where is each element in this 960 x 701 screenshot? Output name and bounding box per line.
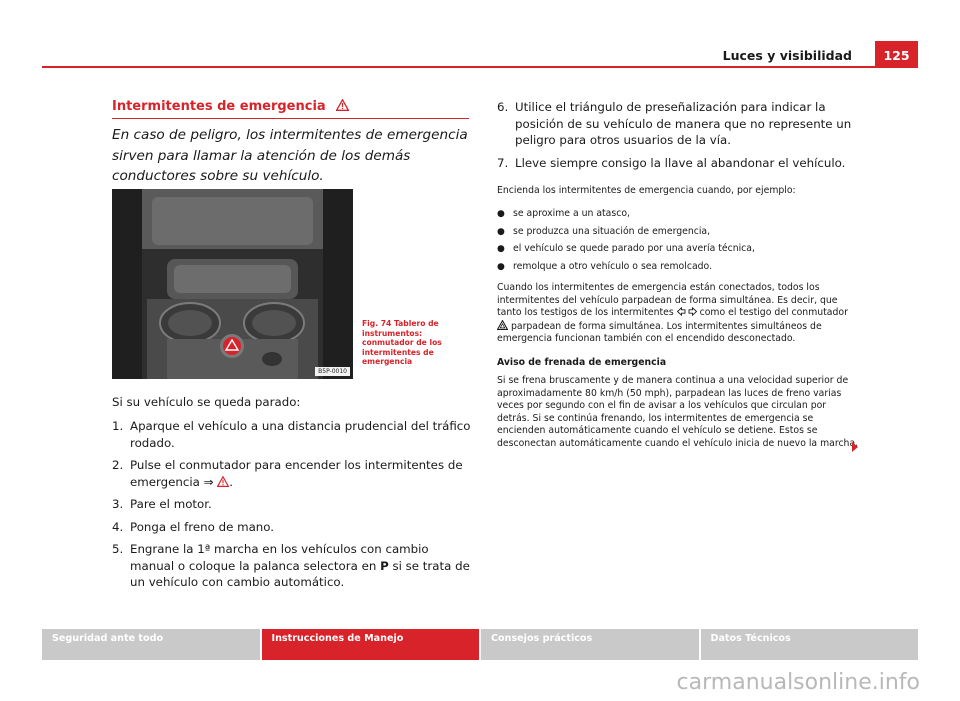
step-text: Lleve siempre consigo la llave al abandonar el vehículo. (515, 155, 846, 170)
section-title-text: Intermitentes de emergencia (112, 99, 326, 114)
connected-text-after: parpadean de forma simultánea. Los intermitentes simultáneos de emergencia funcionan también con el encendido desconectado. (497, 320, 822, 345)
step-item (112, 519, 474, 536)
center-console-illustration (112, 189, 353, 379)
bullet-dot-icon: ● (497, 209, 505, 219)
running-header-title: Luces y visibilidad (722, 48, 852, 63)
turn-signal-arrows-icon (677, 307, 697, 318)
section-intro: En caso de peligro, los intermitentes de emergencia sirven para llamar la atención de los demás conductores sobre su vehículo. (112, 127, 468, 184)
step-text-content: Pulse el conmutador para encender los intermitentes de emergencia ⇒ (130, 458, 463, 489)
steps-list-left (112, 418, 474, 597)
figure-code: B5P-0010 (315, 367, 350, 376)
emergency-brake-paragraph: Si se frena bruscamente y de manera continua a una velocidad superior de aproximadamente 80 km/h (50 mph), parpadean las luces de freno varias veces por segundo con el fin de avisar a los vehículos que circulan por detrás. Si se continúa frenando, los intermitentes de emergencia se encienden automáticamente cuando el vehículo se detiene. Estos se desconectan automáticamente cuando el vehículo inicia de nuevo la marcha. (497, 375, 859, 449)
watermark: carmanualsonline.info (676, 670, 920, 695)
figure-caption: Fig. 74 Tablero de instrumentos: conmutador de los intermitentes de emergencia (362, 319, 442, 367)
bullet-text: se aproxime a un atasco, (513, 208, 630, 219)
bullet-dot-icon: ● (497, 261, 505, 272)
step-text: Utilice el triángulo de preseñalización para indicar la posición de su vehículo de manera que no represente un peligro para otros usuarios de la vía. (515, 100, 852, 147)
bullet-dot-icon: ● (497, 244, 505, 255)
steps-list-right (497, 99, 857, 177)
step-number: 2. (112, 458, 124, 472)
bullet-item (497, 243, 857, 256)
emergency-brake-heading: Aviso de frenada de emergencia (497, 357, 667, 368)
step-item (112, 418, 474, 451)
section-title (112, 99, 349, 115)
step-text: Ponga el freno de mano. (130, 519, 275, 534)
connected-paragraph (497, 282, 859, 346)
hazard-triangle-icon (497, 321, 508, 332)
tab-datos[interactable]: Datos Técnicos (701, 629, 919, 660)
header-rule (42, 66, 918, 68)
step-number: 7. (497, 155, 509, 170)
step-text (130, 541, 474, 591)
step-item (497, 99, 857, 149)
connected-text-before: Cuando los intermitentes de emergencia están conectados, todos los intermitentes del vehículo parpadean de forma simultánea. Es decir, que tanto los testigos de los intermitentes (497, 282, 838, 319)
tab-seguridad[interactable]: Seguridad ante todo (42, 629, 260, 660)
warning-triangle-icon (336, 99, 349, 115)
gear-position-p: P (380, 558, 389, 573)
continue-arrow-icon (852, 442, 858, 452)
bullet-dot-icon: ● (497, 226, 505, 237)
step-item (112, 457, 474, 490)
bullet-list (497, 208, 857, 278)
step-item (112, 541, 474, 591)
bullet-item (497, 208, 857, 221)
connected-text-mid: como el testigo del conmutador (699, 307, 848, 319)
step-item (112, 496, 474, 513)
switch-on-paragraph: Encienda los intermitentes de emergencia cuando, por ejemplo: (497, 185, 796, 196)
tab-instrucciones[interactable]: Instrucciones de Manejo (262, 629, 480, 660)
step-text-after: si se trata de un vehículo con cambio automático. (130, 558, 470, 589)
bullet-item (497, 261, 857, 274)
page-number: 125 (875, 41, 918, 68)
step-item (497, 155, 857, 172)
section-rule (112, 118, 469, 119)
bullet-text: se produzca una situación de emergencia, (513, 225, 711, 237)
tab-consejos[interactable]: Consejos prácticos (481, 629, 699, 660)
steps-lead: Si su vehículo se queda parado: (112, 395, 301, 409)
warning-triangle-icon (217, 475, 229, 489)
step-number: 5. (112, 542, 124, 556)
step-number: 4. (112, 519, 124, 534)
bullet-text: el vehículo se quede parado por una avería técnica, (513, 243, 755, 255)
step-number: 1. (112, 419, 124, 433)
step-text: Pare el motor. (130, 497, 212, 511)
step-text-before: Engrane la 1ª marcha en los vehículos con cambio manual o coloque la palanca selectora en (130, 542, 429, 573)
figure-hazard-switch-photo (112, 189, 353, 379)
bullet-text: remolque a otro vehículo o sea remolcado. (513, 260, 713, 272)
footer-tabs (42, 629, 918, 660)
step-text: Pulse el conmutador para encender los intermitentes de emergencia ⇒ . (130, 458, 463, 489)
bullet-item (497, 226, 857, 239)
step-number: 3. (112, 497, 124, 511)
step-text: Aparque el vehículo a una distancia prudencial del tráfico rodado. (130, 419, 471, 450)
step-number: 6. (497, 100, 509, 114)
